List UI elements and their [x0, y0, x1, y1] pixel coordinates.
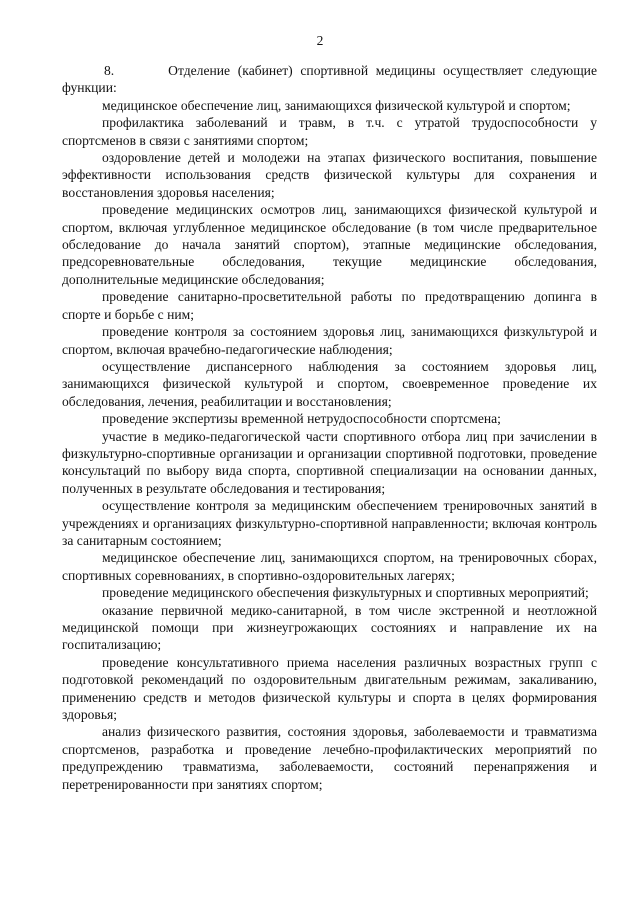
function-item: участие в медико-педагогической части спортивного отбора лиц при зачислении в физкультурно-спортивные организации и организации спортивной подготовки, проведение консультаций по выбору вида спорта, спортивной специализации на основании данных, полученных в результате обследования и тестирования; [62, 428, 597, 496]
document-body [62, 62, 597, 793]
function-item: проведение контроля за состоянием здоровья лиц, занимающихся физкультурой и спортом, включая врачебно-педагогические наблюдения; [62, 324, 597, 357]
function-item: проведение экспертизы временной нетрудоспособности спортсмена; [102, 411, 501, 427]
function-item: осуществление контроля за медицинским обеспечением тренировочных занятий в учреждениях и организациях физкультурно-спортивной направленности; включая контроль за санитарным состоянием; [62, 498, 597, 548]
function-item: профилактика заболеваний и травм, в т.ч. с утратой трудоспособности у спортсменов в связи с занятиями спортом; [62, 115, 597, 148]
function-item: проведение санитарно-просветительной работы по предотвращению допинга в спорте и борьбе с ним; [62, 289, 597, 322]
function-item: анализ физического развития, состояния здоровья, заболеваемости и травматизма спортсменов, разработка и проведение лечебно-профилактических мероприятий по предупреждению травматизма, заболеваемости, состояний перенапряжения и перетренированности при занятиях спортом; [62, 724, 597, 792]
function-item: проведение медицинского обеспечения физкультурных и спортивных мероприятий; [102, 585, 589, 601]
function-item: проведение медицинских осмотров лиц, занимающихся физической культурой и спортом, включая углубленное медицинское обследование (в том числе предварительное обследование до начала занятий спортом), этапные медицинские обследования, предсоревновательные обследования, текущие медицинские обследования, дополнительные медицинские обследования; [62, 202, 597, 287]
page-number: 2 [316, 33, 324, 48]
function-item: проведение консультативного приема населения различных возрастных групп с подготовкой рекомендаций по оздоровительным двигательным режимам, закаливанию, применению средств и методов физической культуры и спорта в целях формирования здоровья; [62, 654, 597, 723]
function-item: медицинское обеспечение лиц, занимающихся физической культурой и спортом; [102, 97, 571, 113]
function-item: медицинское обеспечение лиц, занимающихся спортом, на тренировочных сборах, спортивных соревнованиях, в спортивно-оздоровительных лагерях; [62, 550, 597, 583]
function-item: осуществление диспансерного наблюдения за состоянием здоровья лиц, занимающихся физической культурой и спортом, своевременное проведение их обследования, лечения, реабилитации и восстановления; [62, 358, 597, 409]
function-item: оздоровление детей и молодежи на этапах физического воспитания, повышение эффективности использования средств физической культуры для сохранения и восстановления здоровья населения; [62, 150, 597, 200]
section-heading-paragraph: 8. Отделение (кабинет) спортивной медицины осуществляет следующие функции: [62, 63, 597, 96]
function-item: оказание первичной медико-санитарной, в том числе экстренной и неотложной медицинской помощи при жизнеугрожающих состояниях и направление их на госпитализацию; [62, 602, 597, 653]
